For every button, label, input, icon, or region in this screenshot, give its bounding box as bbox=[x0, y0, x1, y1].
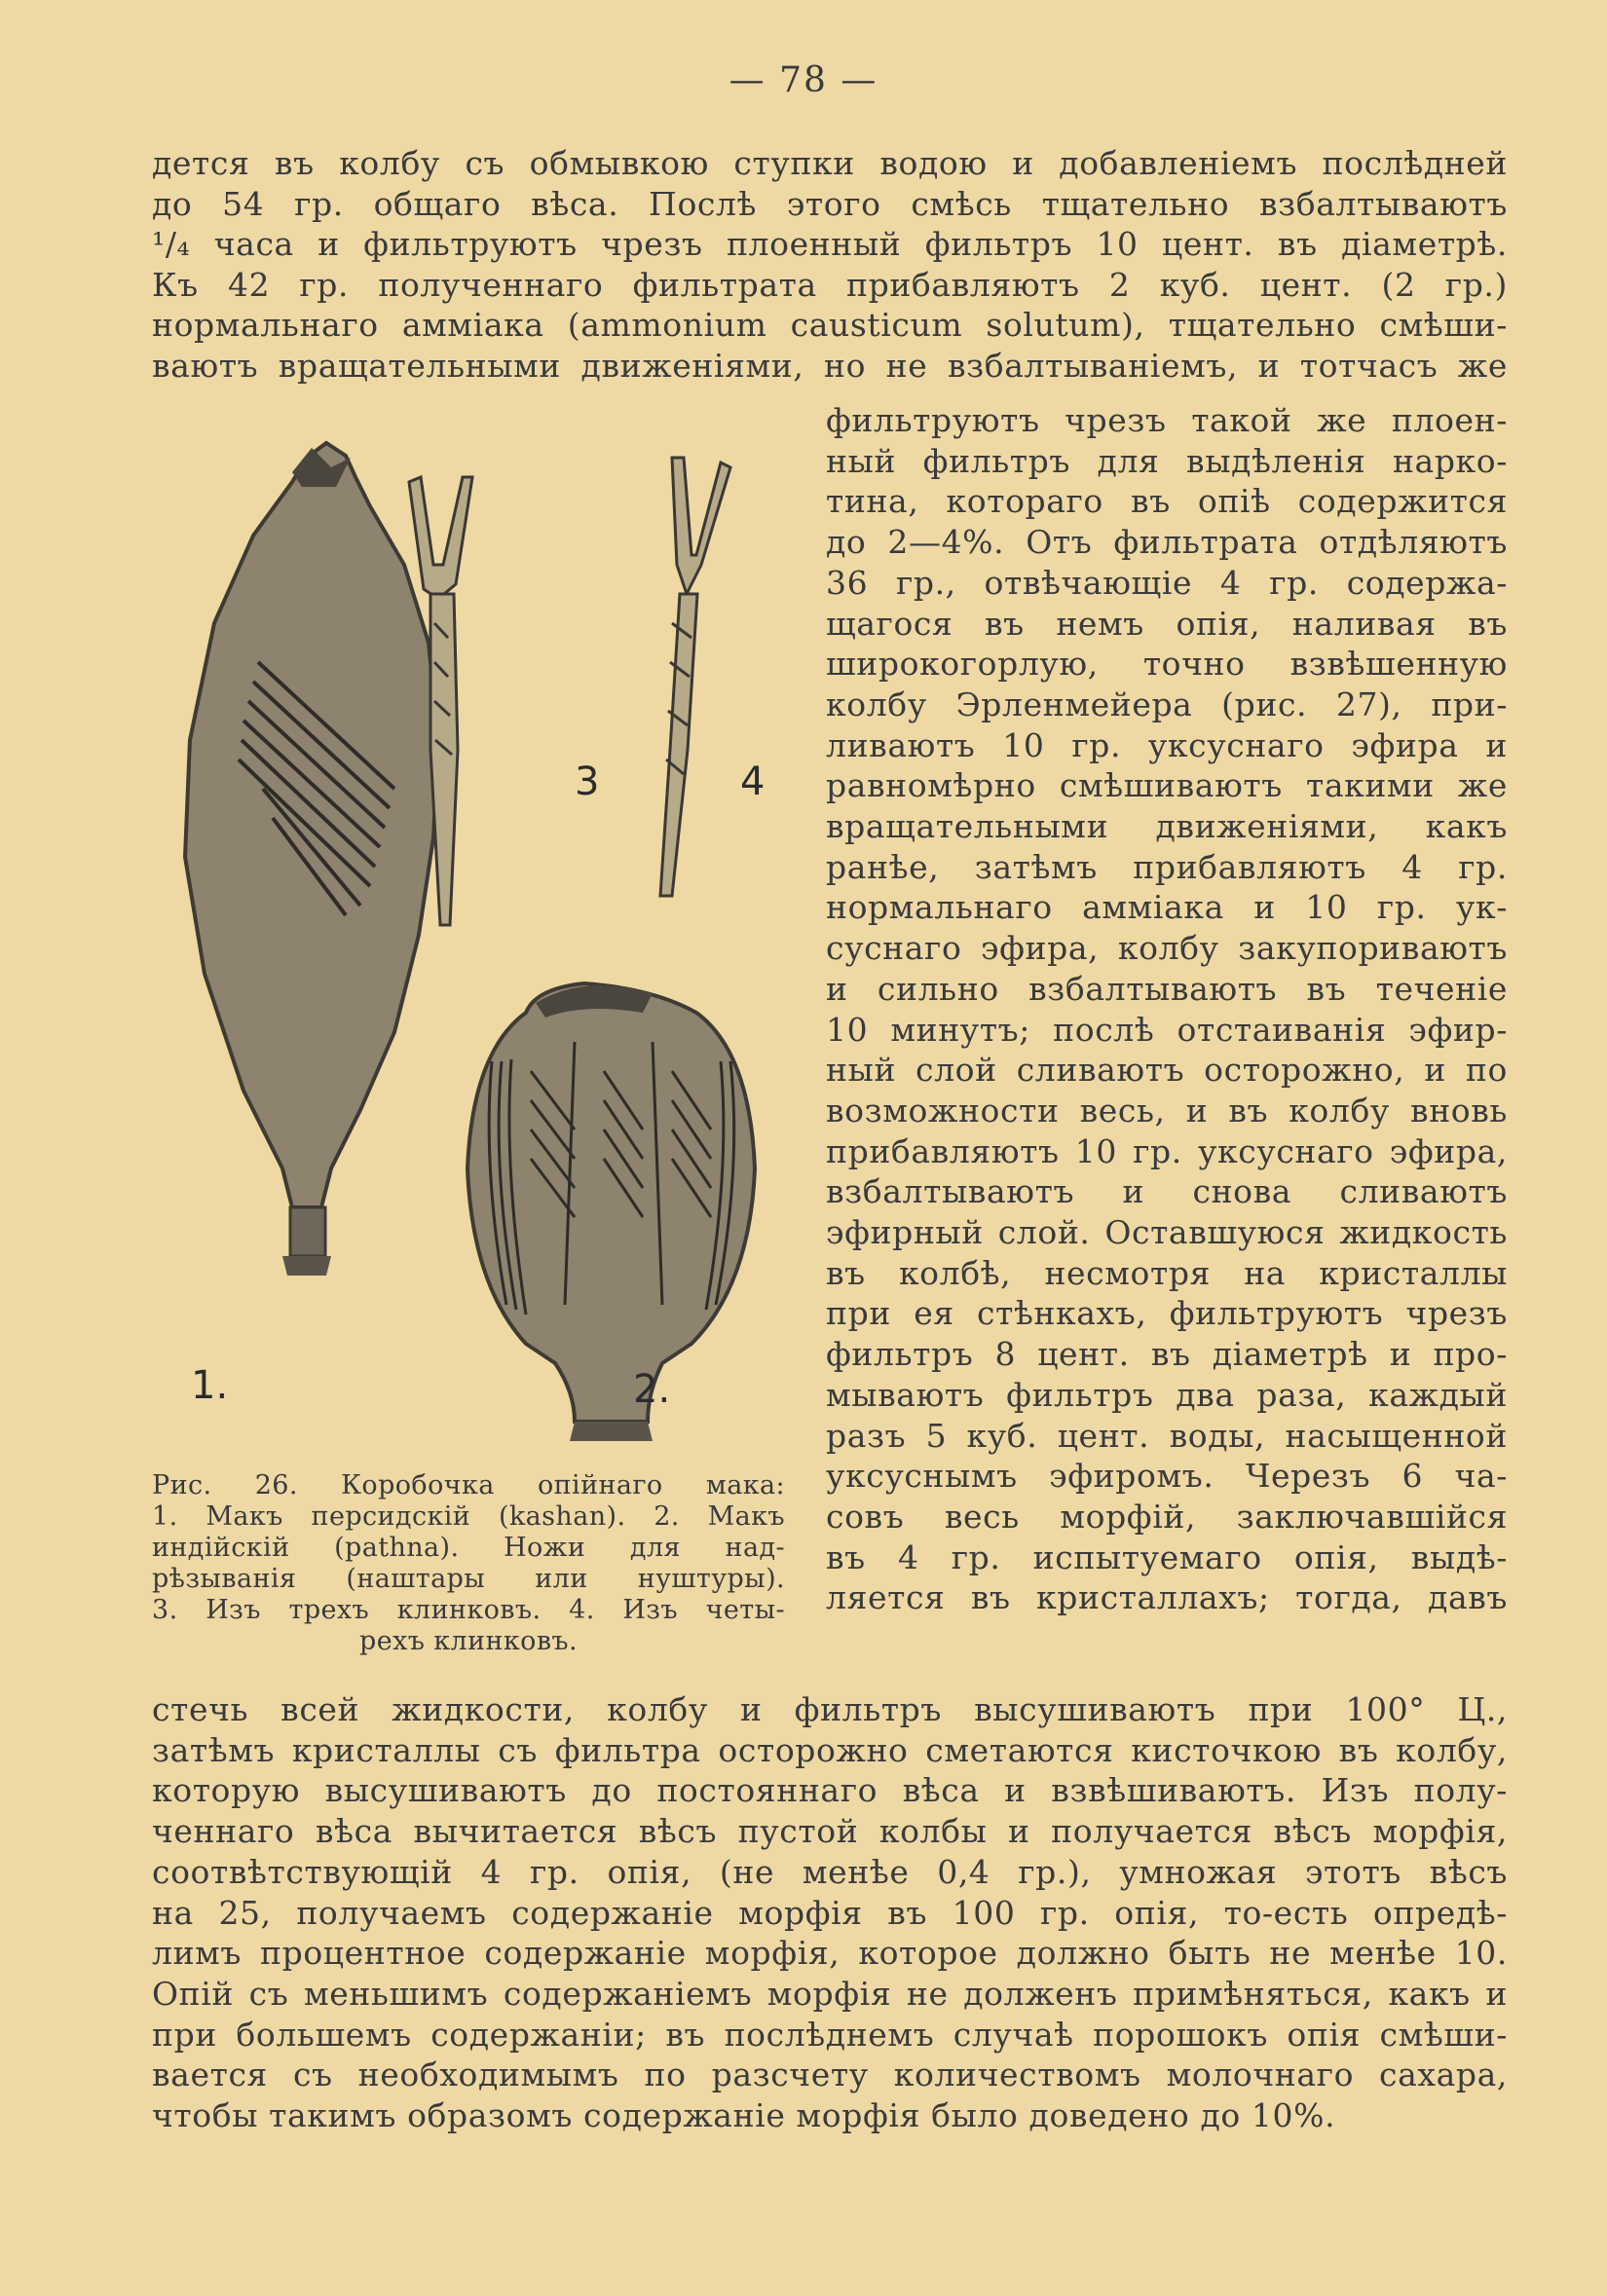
text-line: широкогорлую, точно взвѣшенную bbox=[826, 645, 1508, 684]
text-line: совъ весь морфій, заключавшійся bbox=[826, 1497, 1508, 1536]
text-line: колбу Эрленмейера (рис. 27), при- bbox=[826, 685, 1508, 723]
figure-label-4: 4 bbox=[740, 759, 766, 804]
figure-label-1: 1. bbox=[191, 1363, 229, 1408]
figure-label-3: 3 bbox=[575, 759, 600, 804]
caption-line: 3. Изъ трехъ клинковъ. 4. Изъ четы- bbox=[152, 1595, 785, 1625]
text-line: и сильно взбалтываютъ въ теченіе bbox=[826, 969, 1508, 1008]
caption-line: рехъ клинковъ. bbox=[359, 1626, 578, 1656]
text-line: чтобы такимъ образомъ содержаніе морфія было доведено до 10%. bbox=[152, 2096, 1336, 2134]
text-line: соотвѣтствующій 4 гр. опія, (не менѣе 0,4 гр.), умножая этотъ вѣсъ bbox=[152, 1852, 1508, 1891]
text-line: вращательными движеніями, какъ bbox=[826, 807, 1508, 845]
text-line: фильтруютъ чрезъ такой же плоен- bbox=[826, 401, 1508, 439]
four-blade-lancet-illustration bbox=[660, 458, 730, 896]
text-line: ляется въ кристаллахъ; тогда, давъ bbox=[826, 1578, 1508, 1617]
text-line: затѣмъ кристаллы съ фильтра осторожно сметаются кисточкою въ колбу, bbox=[152, 1730, 1508, 1769]
text-line: взбалтываютъ и снова сливаютъ bbox=[826, 1172, 1508, 1211]
text-line: ваютъ вращательными движеніями, но не взбалтываніемъ, и тотчасъ же bbox=[152, 346, 1508, 385]
figure-label-2: 2. bbox=[633, 1367, 671, 1412]
text-line: нормальнаго амміака и 10 гр. ук- bbox=[826, 888, 1508, 927]
text-line: возможности весь, и въ колбу вновь bbox=[826, 1091, 1508, 1129]
indian-poppy-capsule-illustration bbox=[467, 983, 755, 1441]
text-line: 36 гр., отвѣчающіе 4 гр. содержа- bbox=[826, 563, 1508, 602]
opium-poppy-figure bbox=[146, 428, 779, 1470]
text-line: при ея стѣнкахъ, фильтруютъ чрезъ bbox=[826, 1294, 1508, 1333]
persian-poppy-capsule-illustration bbox=[185, 443, 438, 1276]
text-line: ный фильтръ для выдѣленія нарко- bbox=[826, 441, 1508, 480]
text-line: суснаго эфира, колбу закупориваютъ bbox=[826, 929, 1508, 968]
text-line: стечь всей жидкости, колбу и фильтръ высушиваютъ при 100° Ц., bbox=[152, 1690, 1508, 1728]
text-line: разъ 5 куб. цент. воды, насыщенной bbox=[826, 1416, 1508, 1455]
text-line: мываютъ фильтръ два раза, каждый bbox=[826, 1375, 1508, 1414]
text-line: прибавляютъ 10 гр. уксуснаго эфира, bbox=[826, 1131, 1508, 1170]
text-line: до 2—4%. Отъ фильтрата отдѣляютъ bbox=[826, 523, 1508, 562]
text-line: въ колбѣ, несмотря на кристаллы bbox=[826, 1253, 1508, 1292]
text-line: Опій съ меньшимъ содержаніемъ морфія не долженъ примѣняться, какъ и bbox=[152, 1974, 1508, 2013]
text-line: вается съ необходимымъ по разсчету количествомъ молочнаго сахара, bbox=[152, 2055, 1508, 2094]
text-line: щагося въ немъ опія, наливая въ bbox=[826, 604, 1508, 643]
text-line: ранѣе, затѣмъ прибавляютъ 4 гр. bbox=[826, 847, 1508, 886]
caption-line: рѣзыванія (наштары или нуштуры). bbox=[152, 1564, 785, 1594]
page-number: — 78 — bbox=[729, 60, 878, 100]
text-line: въ 4 гр. испытуемаго опія, выдѣ- bbox=[826, 1537, 1508, 1576]
text-line: которую высушиваютъ до постояннаго вѣса и взвѣшиваютъ. Изъ полу- bbox=[152, 1771, 1508, 1810]
caption-line: Рис. 26. Коробочка опійнаго мака: bbox=[152, 1470, 785, 1500]
caption-line: 1. Макъ персидскій (kashan). 2. Макъ bbox=[152, 1501, 785, 1532]
text-line: фильтръ 8 цент. въ діаметрѣ и про- bbox=[826, 1335, 1508, 1374]
text-line: ¹/₄ часа и фильтруютъ чрезъ плоенный фильтръ 10 цент. въ діаметрѣ. bbox=[152, 225, 1508, 263]
text-line: 10 минутъ; послѣ отстаиванія эфир- bbox=[826, 1010, 1508, 1049]
text-line: до 54 гр. общаго вѣса. Послѣ этого смѣсь тщательно взбалтываютъ bbox=[152, 184, 1508, 223]
text-line: равномѣрно смѣшиваютъ такими же bbox=[826, 766, 1508, 805]
text-line: эфирный слой. Оставшуюся жидкость bbox=[826, 1213, 1508, 1251]
text-line: уксуснымъ эфиромъ. Черезъ 6 ча- bbox=[826, 1457, 1508, 1496]
text-line: ченнаго вѣса вычитается вѣсъ пустой колбы и получается вѣсъ морфія, bbox=[152, 1812, 1508, 1851]
figure-caption bbox=[152, 1470, 785, 1657]
text-line: дется въ колбу съ обмывкою ступки водою и добавленіемъ послѣдней bbox=[152, 144, 1508, 182]
text-line: Къ 42 гр. полученнаго фильтрата прибавляютъ 2 куб. цент. (2 гр.) bbox=[152, 265, 1508, 304]
text-line: при большемъ содержаніи; въ послѣднемъ случаѣ порошокъ опія смѣши- bbox=[152, 2015, 1508, 2054]
text-line: лимъ процентное содержаніе морфія, которое должно быть не менѣе 10. bbox=[152, 1934, 1508, 1973]
text-line: на 25, получаемъ содержаніе морфія въ 100 гр. опія, то-есть опредѣ- bbox=[152, 1893, 1508, 1932]
text-line: ливаютъ 10 гр. уксуснаго эфира и bbox=[826, 725, 1508, 764]
caption-line: индійскій (pathna). Ножи для над- bbox=[152, 1533, 785, 1563]
text-line: тина, котораго въ опіѣ содержится bbox=[826, 482, 1508, 521]
text-line: нормальнаго амміака (ammonium causticum solutum), тщательно смѣши- bbox=[152, 306, 1508, 344]
text-line: ный слой сливаютъ осторожно, и по bbox=[826, 1051, 1508, 1090]
